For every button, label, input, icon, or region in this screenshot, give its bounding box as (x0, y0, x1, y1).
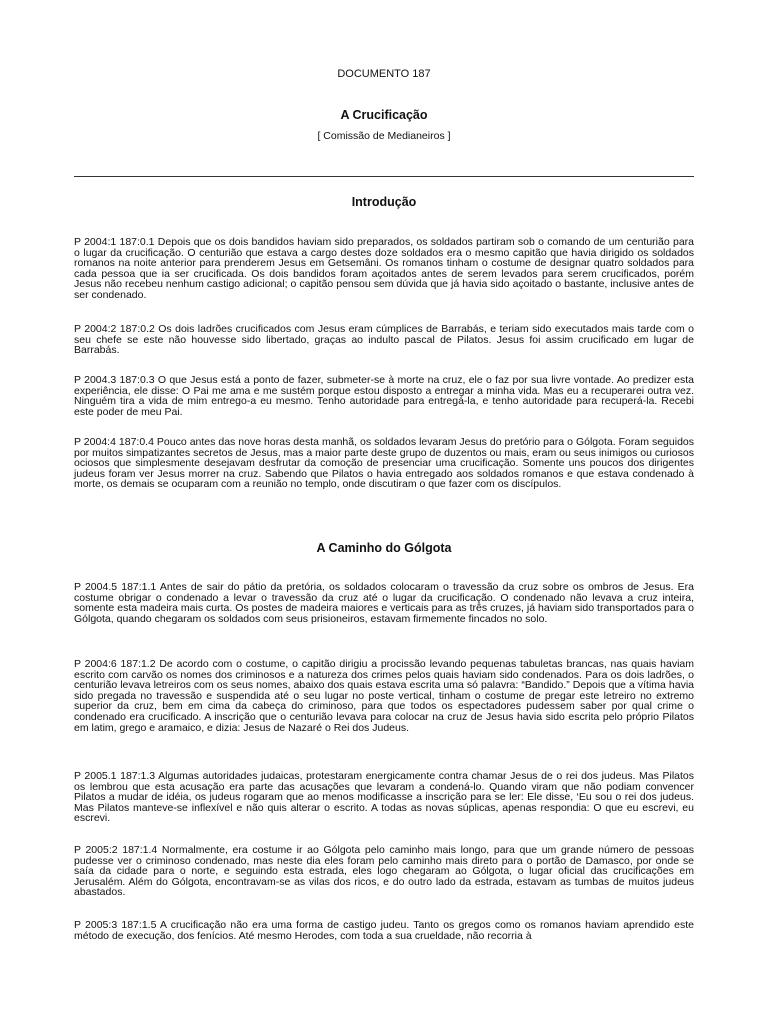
document-title: A Crucificação (340, 108, 428, 122)
document-label: DOCUMENTO 187 (337, 68, 431, 80)
paragraph: P 2004.3 187:0.3 O que Jesus está a ponto de fazer, submeter-se à morte na cruz, ele o faz por sua livre vontade. Ao predizer esta experiência, ele disse: O Pai me ama e me sustém porque estou disposto a entregar a minha vida. Mas eu a recuperarei outra vez. Ninguém tira a vida de mim entrego-a eu mesmo. Tenho autoridade para entregá-la, e tenho autoridade para recuperá-la. Recebi este poder de meu Pai. (74, 374, 694, 418)
paragraph: P 2004.5 187:1.1 Antes de sair do pátio da pretória, os soldados colocaram o travessão da cruz sobre os ombros de Jesus. Era costume obrigar o condenado a levar o travessão da cruz até o lugar da crucificação. O condenado não levava a cruz inteira, somente esta madeira mais curta. Os postes de madeira maiores e verticais para as três cruzes, já haviam sido transportados para o Gólgota, quando chegaram os soldados com seus prisioneiros, estavam firmemente fincados no solo. (74, 581, 694, 625)
document-subtitle: [ Comissão de Medianeiros ] (317, 130, 451, 142)
paragraph: P 2005:3 187:1.5 A crucificação não era uma forma de castigo judeu. Tanto os gregos como os romanos haviam aprendido este método de execução, dos fenícios. Até mesmo Herodes, com toda a sua crueldade, não recorria à (74, 919, 694, 942)
paragraph: P 2004:2 187:0.2 Os dois ladrões crucificados com Jesus eram cúmplices de Barrabás, e teriam sido executados mais tarde com o seu chefe se este não houvesse sido libertado, graças ao indulto pascal de Pilatos. Jesus foi assim crucificado em lugar de Barrabás. (74, 323, 694, 357)
paragraph: P 2005.1 187:1.3 Algumas autoridades judaicas, protestaram energicamente contra chamar Jesus de o rei dos judeus. Mas Pilatos os lembrou que esta acusação era parte das acusações que levaram a condená-lo. Quando viram que não podiam convencer Pilatos a mudar de idéia, os judeus rogaram que ao menos modificasse a inscrição para se ler: Ele disse, ‘Eu sou o rei dos judeus. Mas Pilatos manteve-se inflexível e não quis alterar o escrito. A todas as novas súplicas, apenas respondia: O que eu escrevi, eu escrevi. (74, 770, 694, 825)
paragraph: P 2005:2 187:1.4 Normalmente, era costume ir ao Gólgota pelo caminho mais longo, para que um grande número de pessoas pudesse ver o criminoso condenado, mas neste dia eles foram pelo caminho mais direto para o portão de Damasco, por onde se saía da cidade para o norte, e seguindo esta estrada, eles logo chegaram ao Gólgota, o lugar oficial das crucificações em Jerusalém. Além do Gólgota, encontravam-se as vilas dos ricos, e do outro lado da estrada, estavam as tumbas de muitos judeus abastados. (74, 844, 694, 899)
section-heading-caminho: A Caminho do Gólgota (316, 541, 452, 555)
paragraph: P 2004:4 187:0.4 Pouco antes das nove horas desta manhã, os soldados levaram Jesus do pretório para o Gólgota. Foram seguidos por muitos simpatizantes secretos de Jesus, mas a maior parte deste grupo de duzentos ou mais, eram ou seus inimigos ou curiosos ociosos que simplesmente desejavam desfrutar da comoção de presenciar uma crucificação. Somente uns poucos dos dirigentes judeus foram ver Jesus morrer na cruz. Sabendo que Pilatos o havia entregado aos soldados romanos e que estava condenado à morte, os demais se ocuparam com a reunião no templo, onde discutiram o que fazer com os discípulos. (74, 436, 694, 491)
header-divider (74, 176, 694, 177)
section-heading-introducao: Introdução (351, 195, 417, 209)
paragraph: P 2004:1 187:0.1 Depois que os dois bandidos haviam sido preparados, os soldados partiram sob o comando de um centurião para o lugar da crucificação. O centurião que estava a cargo destes doze soldados era o mesmo capitão que havia dirigido os soldados romanos na noite anterior para prenderem Jesus em Getsemâni. Os romanos tinham o costume de designar quatro soldados para cada pessoa que ia ser crucificada. Os dois bandidos foram açoitados antes de serem levados para serem crucificados, porém Jesus não recebeu nenhum castigo adicional; o capitão pensou sem dúvida que já havia sido açoitado o bastante, inclusive antes de ser condenado. (74, 236, 694, 301)
paragraph: P 2004:6 187:1.2 De acordo com o costume, o capitão dirigiu a procissão levando pequenas tabuletas brancas, nas quais haviam escrito com carvão os nomes dos criminosos e a natureza dos crimes pelos quais haviam sido condenados. Para os dois ladrões, o centurião levava letreiros com os seus nomes, abaixo dos quais estava escrita uma só palavra: “Bandido.” Depois que a vítima havia sido pregada no travessão e suspendida até o seu lugar no poste vertical, tinham o costume de pregar este letreiro no extremo superior da cruz, bem em cima da cabeça do criminoso, para que todos os espectadores pudessem saber por qual crime o condenado era crucificado. A inscrição que o centurião levava para colocar na cruz de Jesus havia sido escrita pelo próprio Pilatos em latim, grego e aramaico, e dizia: Jesus de Nazaré o Rei dos Judeus. (74, 658, 694, 734)
